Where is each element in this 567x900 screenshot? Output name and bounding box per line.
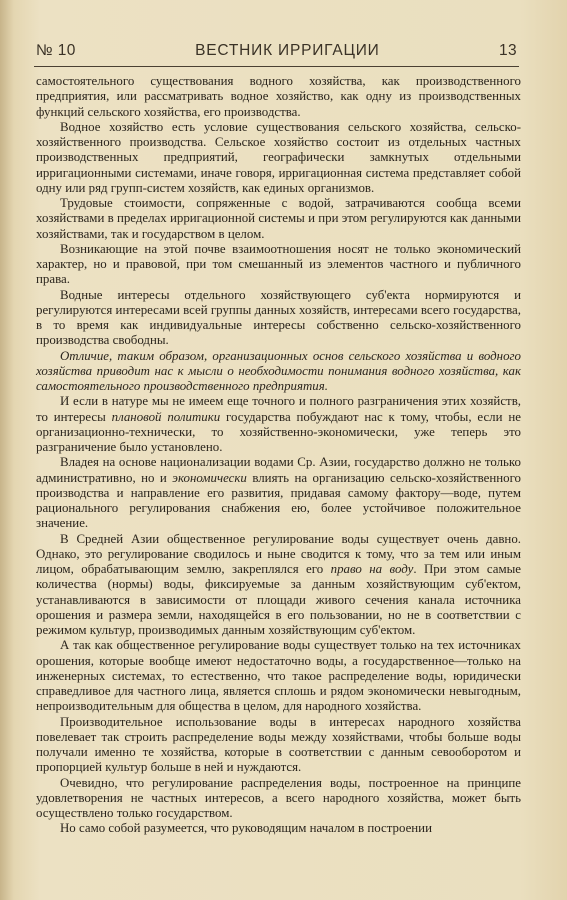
- article-paragraph: [36, 349, 521, 395]
- paragraph-text: самостоятельного существования водного хозяйства, как производственного предприятия, или рассматривать водное хозяйство, как одну из производственных функций сельского хозяйства, его производства.: [36, 74, 521, 119]
- paragraph-text: В Средней Азии общественное регулирование воды существует очень давно. Однако, это регулирование сводилось и ныне сводится к тому, что за тем или иным лицом, обрабатывающим землю, закреплялся его: [36, 531, 521, 576]
- paragraph-text: Водные интересы отдельного хозяйствующего суб'екта нормируются и регулируются интересами всей группы данных хозяйств, интересами всего государства, в то время как индивидуальные интересы собственно сельско-хозяйственного производства свободны.: [36, 287, 521, 348]
- article-paragraph: [36, 532, 521, 639]
- article-paragraph: [36, 288, 521, 349]
- running-header: [36, 38, 517, 64]
- emphasized-text: право на воду: [330, 562, 414, 576]
- article-paragraph: [36, 821, 521, 836]
- paragraph-text: Но само собой разумеется, что руководящим началом в построении: [60, 821, 432, 836]
- paragraph-text: . При этом самые количества (нормы) воды, фиксируемые за данным хозяйствующим суб'ектом, устанавливаются в зависимости от площади живого сечения канала источника орошения и размера земли, находящейся в его пользовании, но не в соответствии с режимом культур, производимых данным хозяйствующим суб'ектом.: [36, 562, 522, 637]
- journal-title: ВЕСТНИК ИРРИГАЦИИ: [195, 42, 380, 59]
- page-number: 13: [498, 42, 517, 59]
- paragraph-text: Производительное использование воды в интересах народного хозяйства повелевает так строить распределение воды между хозяйствами, чтобы больше воды получали именно те хозяйства, которые в соответствии с данным севооборотом и пропорцией культур больше в ней и нуждаются.: [36, 714, 521, 775]
- article-paragraph: [36, 242, 521, 288]
- article-paragraph: [36, 120, 521, 196]
- paragraph-text: Владея на основе национализации водами Ср. Азии, государство должно не только административно, но и: [36, 455, 521, 485]
- article-paragraph: [36, 394, 521, 455]
- article-paragraph: [36, 196, 521, 242]
- paragraph-text: влиять на организацию сельско-хозяйственного производства и направление его развития, придавая самому фактору—воде, путем рационального регулирования снабжения ею, более устойчивое положительное значение.: [36, 470, 521, 531]
- article-paragraph: [36, 455, 521, 531]
- paragraph-text: государства побуждают нас к тому, чтобы, если не организационно-технически, то хозяйственно-экономически, уже теперь это разграничение было установлено.: [36, 409, 521, 454]
- article-paragraph: [36, 638, 521, 714]
- emphasized-text: плановой политики: [111, 409, 221, 424]
- paragraph-text: Трудовые стоимости, сопряженные с водой, затрачиваются сообща всеми хозяйствами в пределах ирригационной системы и при этом регулируются как данными хозяйствами, так и государством в целом.: [36, 196, 521, 241]
- emphasized-text: экономически: [172, 470, 247, 485]
- paragraph-text: И если в натуре мы не имеем еще точного и полного разграничения этих хозяйств, то интересы: [36, 394, 521, 424]
- emphasized-text: Отличие, таким образом, организационных основ сельского хозяйства и водного хозяйства приводит нас к мысли о необходимости понимания водного хозяйства, как самостоятельного производственного предприятия.: [36, 348, 521, 393]
- article-body: [36, 74, 521, 837]
- header-rule: [34, 66, 519, 67]
- article-paragraph: [36, 715, 521, 776]
- paragraph-text: А так как общественное регулирование воды существует только на тех источниках орошения, которые вообще имеют недостаточно воды, а государственное—только на инженерных системах, то естественно, что такое распределение воды, юридически справедливое для частного лица, является сплошь и рядом экономически невыгодным, непроизводительным для общества в целом, для народного хозяйства.: [36, 638, 521, 714]
- paragraph-text: Возникающие на этой почве взаимоотношения носят не только экономический характер, но и правовой, при том смешанный из элементов частного и публичного права.: [36, 241, 521, 287]
- paragraph-text: Водное хозяйство есть условие существования сельского хозяйства, сельско-хозяйственного производства. Сельское хозяйство состоит из отдельных частных производственных предприятий, географически замкнутых отдельными ирригационными системами, иначе говоря, ирригационная система представляет собой одну или ряд групп-систем хозяйств, как единых организмов.: [36, 119, 521, 195]
- paragraph-text: Очевидно, что регулирование распределения воды, построенное на принципе удовлетворения не частных интересов, а всего народного хозяйства, может быть осуществлено только государством.: [36, 775, 521, 820]
- article-paragraph: [36, 776, 521, 822]
- article-paragraph: [36, 74, 521, 120]
- issue-number: № 10: [36, 42, 76, 59]
